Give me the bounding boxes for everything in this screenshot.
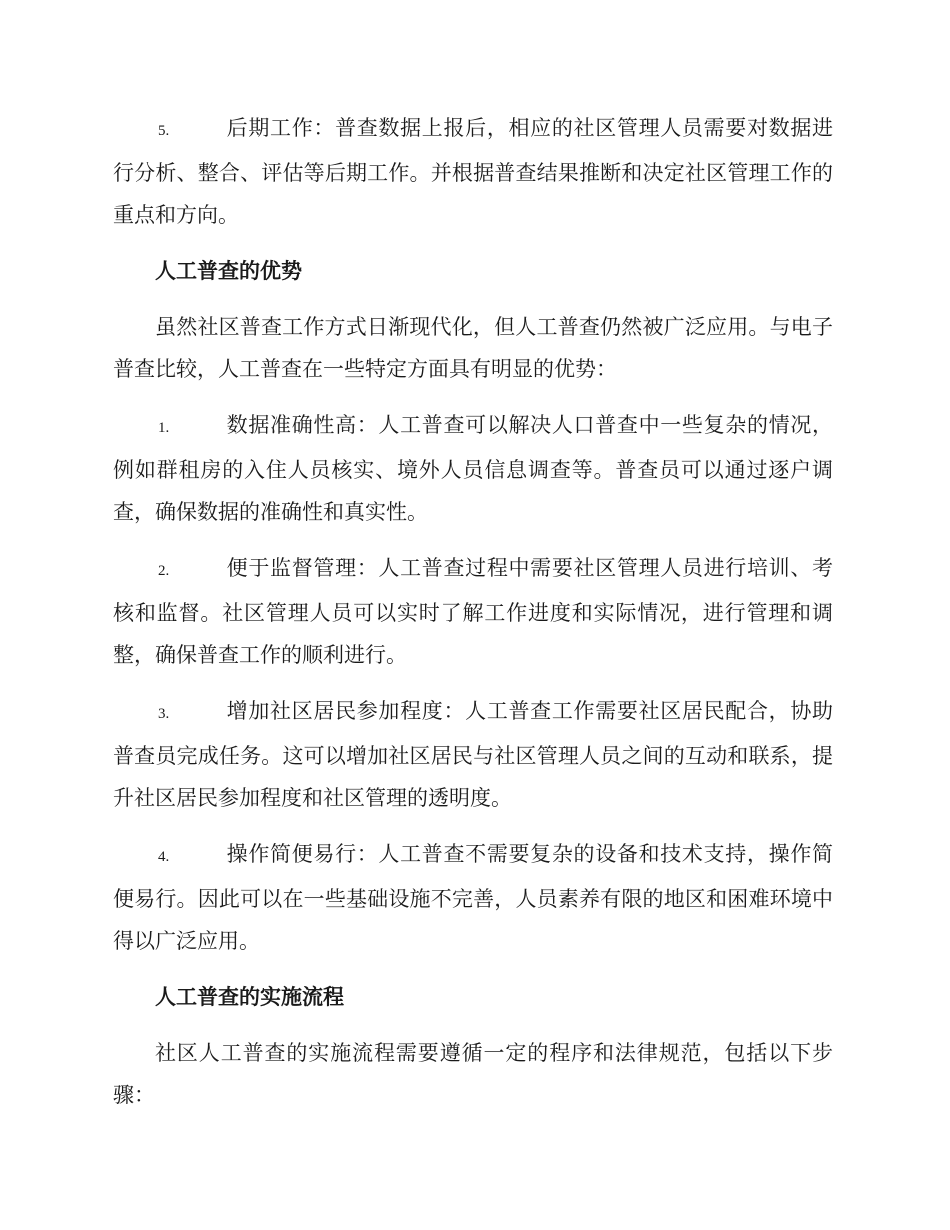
paragraph-intro-advantages: 虽然社区普查工作方式日渐现代化，但人工普查仍然被广泛应用。与电子普查比较，人工普查在一些特定方面具有明显的优势： [113, 315, 833, 381]
item-number: 5. [158, 123, 170, 139]
numbered-item-5 [113, 107, 833, 236]
item-number: 3. [158, 706, 170, 722]
paragraph-intro-process: 社区人工普查的实施流程需要遵循一定的程序和法律规范，包括以下步骤： [113, 1041, 833, 1107]
numbered-item-3 [113, 690, 833, 819]
item-text: 增加社区居民参加程度：人工普查工作需要社区居民配合，协助普查员完成任务。这可以增加社区居民与社区管理人员之间的互动和联系，提升社区居民参加程度和社区管理的透明度。 [113, 699, 833, 810]
item-text: 数据准确性高：人工普查可以解决人口普查中一些复杂的情况，例如群租房的入住人员核实、境外人员信息调查等。普查员可以通过逐户调查，确保数据的准确性和真实性。 [113, 413, 833, 524]
item-number: 1. [158, 420, 170, 436]
section-heading-process: 人工普查的实施流程 [155, 984, 344, 1009]
numbered-item-2 [113, 547, 833, 676]
item-text: 操作简便易行：人工普查不需要复杂的设备和技术支持，操作简便易行。因此可以在一些基础设施不完善，人员素养有限的地区和困难环境中得以广泛应用。 [113, 842, 833, 953]
section-heading-advantages: 人工普查的优势 [155, 258, 302, 283]
numbered-item-1 [113, 404, 833, 533]
item-text: 后期工作：普查数据上报后，相应的社区管理人员需要对数据进行分析、整合、评估等后期工作。并根据普查结果推断和决定社区管理工作的重点和方向。 [113, 116, 833, 227]
item-text: 便于监督管理：人工普查过程中需要社区管理人员进行培训、考核和监督。社区管理人员可以实时了解工作进度和实际情况，进行管理和调整，确保普查工作的顺利进行。 [113, 556, 833, 667]
document-page [113, 107, 833, 1130]
item-number: 4. [158, 849, 170, 865]
numbered-item-4 [113, 833, 833, 962]
item-number: 2. [158, 563, 170, 579]
